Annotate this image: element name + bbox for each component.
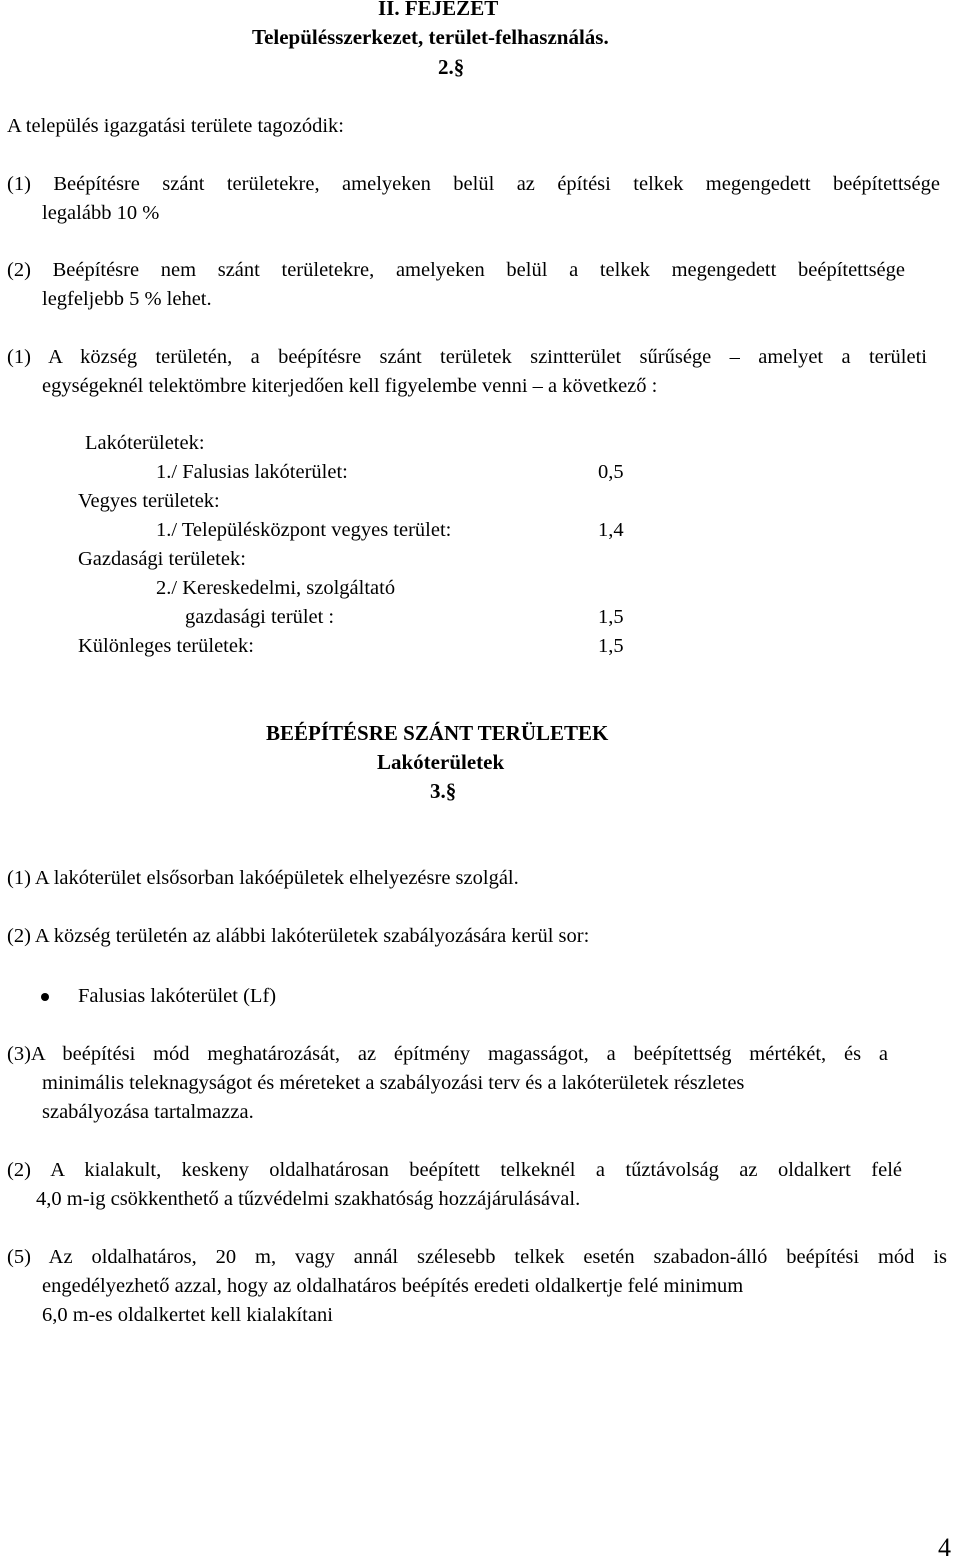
paragraph-2 bbox=[7, 256, 905, 314]
heading-lakoteruletek: Lakóterületek bbox=[377, 750, 505, 774]
paragraph-density-line-1: (1) A község területén, a beépítésre szánt területek szintterület sűrűsége – amelyet a területi bbox=[7, 346, 927, 368]
bullet-item-falusias: Falusias lakóterület (Lf) bbox=[78, 985, 277, 1007]
lakoteruletek-header: Lakóterületek: bbox=[85, 432, 205, 454]
section-3-paragraph-1: (1) A lakóterület elsősorban lakóépületek elhelyezésre szolgál. bbox=[7, 867, 519, 889]
gazdasagi-header: Gazdasági területek: bbox=[78, 548, 246, 570]
vegyes-header: Vegyes területek: bbox=[78, 490, 220, 512]
paragraph-2-line-2: legfeljebb 5 % lehet. bbox=[42, 288, 212, 310]
section-3-paragraph-4-line-2: 4,0 m-ig csökkenthető a tűzvédelmi szakhatóság hozzájárulásával. bbox=[36, 1188, 581, 1210]
paragraph-1-line-1: (1) Beépítésre szánt területekre, amelyeken belül az építési telkek megengedett beépítettsége bbox=[7, 173, 940, 195]
section-3-paragraph-3-line-1: (3)A beépítési mód meghatározását, az építmény magasságot, a beépítettség mértékét, és a bbox=[7, 1043, 888, 1065]
kereskedelmi-value: 1,5 bbox=[598, 606, 624, 628]
kereskedelmi-label-1: 2./ Kereskedelmi, szolgáltató bbox=[156, 577, 396, 599]
falusias-value: 0,5 bbox=[598, 461, 624, 483]
bullet-icon bbox=[41, 993, 49, 1001]
chapter-subtitle: Településszerkezet, terület-felhasználás. bbox=[252, 25, 609, 49]
kereskedelmi-label-2: gazdasági terület : bbox=[185, 606, 335, 628]
page-number: 4 bbox=[938, 1533, 951, 1562]
section-3-paragraph-4 bbox=[7, 1156, 902, 1214]
section-3-paragraph-5-line-3: 6,0 m-es oldalkertet kell kialakítani bbox=[42, 1304, 333, 1326]
section-3-paragraph-5-line-1: (5) Az oldalhatáros, 20 m, vagy annál szélesebb telkek esetén szabadon-álló beépítési mód is bbox=[7, 1246, 947, 1268]
paragraph-1-line-2: legalább 10 % bbox=[42, 202, 160, 224]
kulonleges-value: 1,5 bbox=[598, 635, 624, 657]
paragraph-density-line-2: egységeknél telektömbre kiterjedően kell figyelembe venni – a következő : bbox=[42, 375, 658, 397]
section-3-paragraph-4-line-1: (2) A kialakult, keskeny oldalhatárosan beépített telkeknél a tűztávolság az oldalkert felé bbox=[7, 1159, 902, 1181]
paragraph-2-line-1: (2) Beépítésre nem szánt területekre, amelyeken belül a telkek megengedett beépítettsége bbox=[7, 259, 905, 281]
section-number: 2.§ bbox=[438, 55, 465, 79]
telepuleskozpont-label: 1./ Településközpont vegyes terület: bbox=[156, 519, 452, 541]
section-3-paragraph-3-line-2: minimális teleknagyságot és méreteket a szabályozási terv és a lakóterületek részletes bbox=[42, 1072, 745, 1094]
falusias-label: 1./ Falusias lakóterület: bbox=[156, 461, 348, 483]
paragraph-density bbox=[7, 343, 927, 401]
paragraph-1 bbox=[7, 170, 940, 228]
section-3-number: 3.§ bbox=[430, 779, 457, 803]
section-3-paragraph-3-line-3: szabályozása tartalmazza. bbox=[42, 1101, 254, 1123]
section-3-paragraph-2: (2) A község területén az alábbi lakóterületek szabályozására kerül sor: bbox=[7, 925, 590, 947]
intro-text: A település igazgatási területe tagozódik: bbox=[7, 115, 344, 137]
section-3-paragraph-3 bbox=[7, 1040, 888, 1127]
section-3-paragraph-5-line-2: engedélyezhető azzal, hogy az oldalhatáros beépítés eredeti oldalkertje felé minimum bbox=[42, 1275, 744, 1297]
telepuleskozpont-value: 1,4 bbox=[598, 519, 624, 541]
chapter-title: II. FEJEZET bbox=[378, 0, 499, 20]
heading-beepitesre-szant: BEÉPÍTÉSRE SZÁNT TERÜLETEK bbox=[266, 721, 609, 745]
kulonleges-label: Különleges területek: bbox=[78, 635, 254, 657]
section-3-paragraph-5 bbox=[7, 1243, 947, 1330]
